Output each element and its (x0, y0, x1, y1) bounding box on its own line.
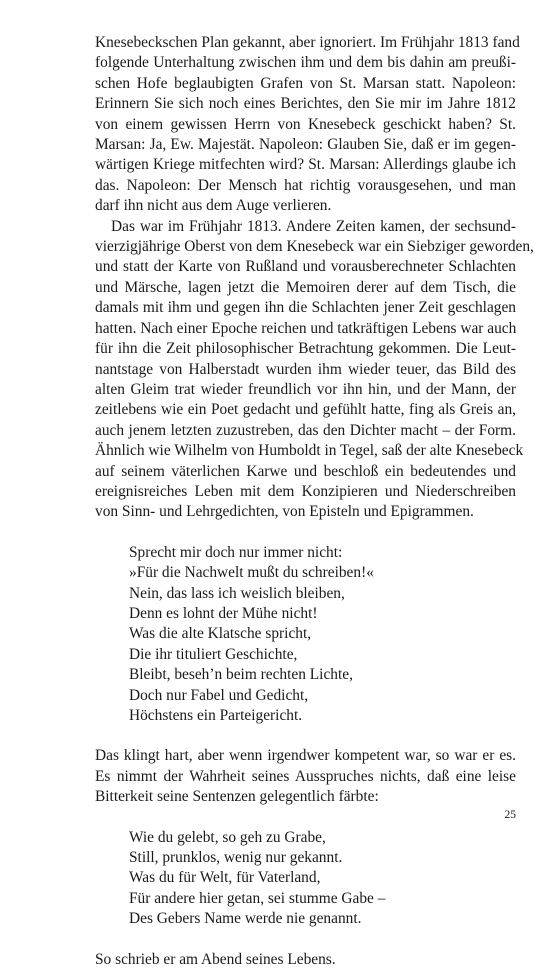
text-line: alten Gleim trat wieder freundlich vor ihn hin, und der Mann, der (95, 380, 516, 398)
poem-nachwelt (95, 543, 516, 727)
poem-line: Denn es lohnt der Mühe nicht! (129, 604, 318, 622)
stanza-spacer (95, 726, 516, 746)
text-line: nantstage von Halberstadt wurden ihm wieder teuer, das Bild des (95, 360, 516, 378)
paragraph-napoleon-dialogue (95, 33, 520, 217)
text-line: Das war im Frühjahr 1813. Andere Zeiten kamen, der sechsund- (111, 217, 516, 235)
poem-line: Was die alte Klatsche spricht, (129, 625, 312, 643)
poem-line: Nein, das lass ich weislich bleiben, (129, 584, 345, 602)
text-line: folgende Unterhaltung zwischen ihm und dem bis dahin am preußi- (95, 54, 516, 72)
poem-line: Bleibt, beseh’n beim rechten Lichte, (129, 666, 353, 684)
poem-line: Die ihr tituliert Geschichte, (129, 645, 298, 663)
text-line: auf seinem väterlichen Karwe und beschloß ein bedeutendes und (95, 462, 516, 480)
text-line: Es nimmt der Wahrheit seines Ausspruches nichts, daß eine leise (95, 767, 516, 785)
poem-line: Sprecht mir doch nur immer nicht: (129, 543, 343, 561)
text-line: Ähnlich wie Wilhelm von Humboldt in Tegel, saß der alte Knesebeck (95, 442, 524, 460)
text-line: das. Napoleon: Der Mensch hat richtig vorausgesehen, und man (95, 176, 516, 194)
text-line: Erinnern Sie sich noch eines Berichtes, den Sie mir im Jahre 1812 (95, 95, 516, 113)
paragraph-commentary (95, 746, 516, 807)
text-line: wärtigen Kriege mitfechten wird? St. Marsan: Allerdings glaube ich (95, 156, 516, 174)
text-line: Knesebeckschen Plan gekannt, aber ignoriert. Im Frühjahr 1813 fand (95, 34, 520, 51)
text-line: für ihn die Zeit philosophischer Betrachtung gekommen. Die Leut- (95, 340, 516, 358)
text-line: von Sinn- und Lehrgedichten, von Episteln und Epigrammen. (95, 503, 474, 521)
text-line: Das klingt hart, aber wenn irgendwer kompetent war, so war er es. (95, 747, 516, 765)
text-line: vierzigjährige Oberst von dem Knesebeck war ein Siebziger geworden, (95, 238, 534, 256)
text-line: schen Hofe beglaubigten Grafen von St. Marsan statt. Napoleon: (95, 74, 516, 92)
poem-line: Still, prunklos, wenig nur gekannt. (129, 849, 343, 867)
text-line: darf ihn nicht aus dem Auge verlieren. (95, 197, 332, 215)
poem-line: Höchstens ein Parteigericht. (129, 707, 303, 724)
poem-line: Was du für Welt, für Vaterland, (129, 869, 321, 887)
poem-line: Des Gebers Name werde nie genannt. (129, 910, 362, 928)
poem-line: »Für die Nachwelt mußt du schreiben!« (129, 564, 374, 582)
text-line: hatten. Nach einer Epoche reichen und tatkräftigen Lebens war auch (95, 319, 517, 337)
paragraph-closing (95, 950, 516, 970)
page-body (95, 33, 534, 970)
stanza-spacer (95, 523, 516, 543)
text-line: und Märsche, lagen jetzt die Memoiren derer auf dem Tisch, die (95, 278, 516, 296)
poem-line: Doch nur Fabel und Gedicht, (129, 686, 309, 704)
page-number: 25 (504, 809, 516, 821)
text-line: Marsan: Ja, Ew. Majestät. Napoleon: Glauben Sie, daß er im gegen- (95, 136, 516, 154)
stanza-spacer (95, 930, 516, 950)
text-line: Bitterkeit seine Sentenzen gelegentlich färbte: (95, 788, 379, 806)
paragraph-knesebeck-later-life (95, 217, 534, 523)
text-line: und statt der Karte von Rußland und vorausberechneter Schlachten (95, 258, 516, 276)
poem-line: Für andere hier getan, sei stumme Gabe – (129, 889, 386, 907)
text-line: auch jenem letzten zuzustreben, das den Dichter macht – der Form. (95, 421, 516, 439)
text-line: ereignisreiches Leben mit dem Konzipieren und Niederschreiben (95, 482, 516, 500)
text-line: von einem gewissen Herrn von Knesebeck geschickt haben? St. (95, 115, 516, 133)
poem-line: Wie du gelebt, so geh zu Grabe, (129, 828, 326, 846)
text-line: damals mit ihm und gegen ihn die Schlachten jener Zeit geschlagen (95, 299, 516, 317)
poem-grabe (95, 828, 516, 930)
text-line: So schrieb er am Abend seines Lebens. (95, 950, 336, 968)
text-line: zeitlebens wie ein Poet gedacht und gefühlt hatte, fing als Greis an, (95, 401, 516, 419)
